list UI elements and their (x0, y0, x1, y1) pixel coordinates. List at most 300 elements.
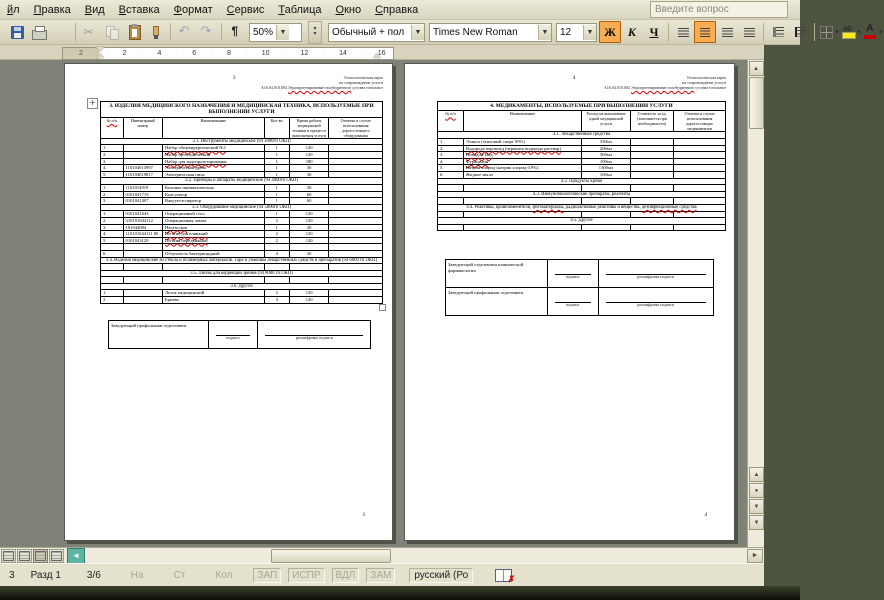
ruler-tick: · (106, 50, 109, 57)
horizontal-scroll-thumb[interactable] (271, 549, 391, 563)
signature-rule (216, 323, 251, 336)
ruler-tick: · (322, 50, 325, 57)
ruler-number: 16 (377, 50, 386, 57)
outline-view-button[interactable] (49, 549, 64, 563)
table-cell: Штатив передвижной (163, 237, 265, 244)
table-cell (329, 277, 383, 284)
table-cell: 30 (289, 165, 328, 172)
signature-line (547, 288, 598, 316)
table-cell (329, 165, 383, 172)
formatting-toolbar (599, 21, 884, 43)
table-cell: 4.3. Иммунобиологические препараты, реагенты (438, 191, 726, 198)
table-cell (630, 198, 673, 205)
header-line: Технологическая карта (686, 75, 726, 80)
select-browse-object-button[interactable]: ● (749, 483, 764, 498)
table-resize-handle[interactable] (379, 304, 386, 311)
table-cell: 1. (101, 211, 124, 218)
table-cell (163, 264, 265, 271)
table-cell: 3. ИЗДЕЛИЯ МЕДИЦИНСКОГО НАЗНАЧЕНИЯ И МЕДИЦИНСКАЯ ТЕХНИКА, ИСПОЛЬЗУЕМЫЕ ПРИ ВЫПОЛНЕНИИ УСЛУГИ (101, 102, 383, 118)
borders-button[interactable] (818, 21, 840, 43)
table-cell (630, 152, 673, 159)
table-cell (630, 171, 673, 178)
menu-item-3[interactable]: Вставка (118, 3, 160, 16)
font-size-value: 12 (560, 26, 572, 38)
status-field-На: На (130, 569, 144, 581)
toolbar-separator (221, 23, 222, 41)
table-cell: 0101041643 (123, 211, 162, 218)
table-row (438, 139, 726, 146)
signature-row (109, 320, 371, 348)
bullets-icon (795, 27, 806, 37)
web-layout-view-button[interactable] (17, 549, 32, 563)
table-cell (123, 264, 162, 271)
table-cell: Вакуум-аспиратор (163, 198, 265, 205)
table-cell (123, 145, 162, 152)
signature-decode-line (258, 320, 371, 348)
table-cell: 3 (264, 297, 289, 304)
signature-caption: подпись (226, 335, 240, 340)
underline-button[interactable] (643, 21, 665, 43)
table-cell: 1 (264, 191, 289, 198)
table-cell (329, 264, 383, 271)
ruler-number: 6 (192, 50, 197, 57)
header-text: Эндопротезирование тазобедренного (287, 85, 352, 90)
signature-caption: расшифровка подписи (295, 335, 333, 340)
table-cell: 1101014919 (123, 184, 162, 191)
align-center-button[interactable] (694, 21, 716, 43)
table-cell: 1 (264, 198, 289, 205)
align-left-button[interactable] (672, 21, 694, 43)
table-cell: 0101041719 (123, 191, 162, 198)
table-row (101, 211, 383, 218)
copy-button[interactable] (101, 21, 123, 43)
table-cell: 20 (289, 250, 328, 257)
table-cell (329, 158, 383, 165)
table-section-row (438, 204, 726, 211)
table-cell (582, 198, 631, 205)
table-cell (329, 224, 383, 231)
table-cell (674, 152, 726, 159)
normal-view-button[interactable] (1, 549, 16, 563)
table-cell: 3. (101, 158, 124, 165)
table-section-row (438, 191, 726, 198)
table-cell (674, 185, 726, 192)
menu-item-1[interactable]: Правка (33, 3, 71, 16)
style-combobox[interactable] (328, 23, 425, 42)
table-cell: 1 (264, 211, 289, 218)
table-section-row (101, 257, 383, 264)
table-section-row (101, 283, 383, 290)
table-cell: 1 (264, 224, 289, 231)
table-empty-row (101, 277, 383, 284)
table-cell (123, 152, 162, 159)
print-layout-icon (35, 551, 46, 561)
table-cell: 1 (264, 165, 289, 172)
table-cell: Облучатель бактерицидный (163, 250, 265, 257)
status-toggle-ЗАМ[interactable]: ЗАМ (366, 568, 395, 583)
table-cell: 101044094 (123, 224, 162, 231)
table-cell: 0101043129 (123, 237, 162, 244)
spelling-status-icon[interactable] (495, 569, 512, 582)
borders-icon (820, 26, 833, 39)
table-section-row (438, 132, 726, 139)
header-text: Эндопротезирование тазобедренного (630, 85, 695, 90)
table-cell: 20 (289, 224, 328, 231)
table-empty-row (101, 264, 383, 271)
paste-icon (129, 25, 141, 40)
status-toggle-ВДЛ[interactable]: ВДЛ (332, 568, 360, 583)
table-cell: 2. (101, 217, 124, 224)
menu-item-8[interactable]: Справка (375, 3, 419, 16)
ruler-tick: · (245, 50, 248, 57)
table-cell: 4. (438, 158, 464, 165)
print-layout-view-button[interactable] (33, 549, 48, 563)
copy-icon (105, 25, 120, 40)
table-cell: 1 (264, 158, 289, 165)
table-cell: № п/п (101, 117, 124, 138)
table-row (101, 152, 383, 159)
scroll-left-button[interactable]: ◄ (67, 548, 85, 564)
table-cell (438, 204, 726, 211)
table-cell: 2. (101, 152, 124, 159)
horizontal-ruler[interactable] (62, 47, 394, 60)
table-cell: 4. (101, 165, 124, 172)
table-cell: 120 (289, 297, 328, 304)
menu-item-6[interactable]: Таблица (278, 3, 322, 16)
table-cell: 2. (438, 145, 464, 152)
table-cell: Операционная лампа (163, 217, 265, 224)
table-cell: Отметка в случае использования дорогостоящего оборудования (329, 117, 383, 138)
zoom-combobox[interactable] (249, 23, 302, 42)
cut-icon (83, 25, 98, 40)
table-cell: 3. (101, 198, 124, 205)
table-section-row (438, 218, 726, 225)
table-cell (438, 185, 464, 192)
signature-rule (265, 323, 363, 336)
scroll-right-button[interactable]: ► (747, 549, 763, 563)
toolbar-separator (170, 23, 171, 41)
status-field-Кол: Кол (215, 569, 233, 581)
ruler-left-margin: 2 (79, 50, 83, 57)
font-size-combobox[interactable] (556, 23, 597, 42)
table-cell: 330мл (582, 139, 631, 146)
header-text-block (437, 75, 726, 90)
table-cell: 4.5. Другое (438, 218, 726, 225)
table-cell: 2 (264, 231, 289, 238)
table-cell: Набор ортопедический (163, 152, 265, 159)
table-row (101, 171, 383, 178)
ruler-tick: · (284, 50, 287, 57)
table-cell: 120 (289, 231, 328, 238)
web-layout-icon (19, 551, 30, 561)
normal-view-icon (3, 551, 14, 561)
table-cell: 30 (289, 184, 328, 191)
table-cell (630, 185, 673, 192)
table-row (438, 152, 726, 159)
pilcrow-icon (229, 25, 244, 40)
page-3[interactable] (64, 63, 393, 541)
bold-icon: Ж (604, 24, 616, 39)
table-cell: Водорода пероксид (перекись водорода раствор) (463, 145, 581, 152)
table-cell (123, 290, 162, 297)
table-cell: Время работы медицинской техники в процессе выполнения услуги (289, 117, 328, 138)
table-section-row (438, 178, 726, 185)
chevron-down-icon: ▼ (583, 25, 596, 40)
signature-line (208, 320, 258, 348)
previous-page-button[interactable]: ▲ (749, 467, 764, 482)
bold-button[interactable] (599, 21, 621, 43)
menu-item-0[interactable]: йл (7, 3, 20, 16)
print-preview-button[interactable] (50, 21, 72, 43)
table-cell: Набор общехирургический №1 (163, 145, 265, 152)
table-cell: 120 (289, 145, 328, 152)
table-cell: Наименование (463, 111, 581, 132)
table-cell: 6. (438, 171, 464, 178)
table-cell: 3.5. Линзы для коррекции зрения (94 8000 гп ОКП) (101, 270, 383, 277)
first-line-indent-marker[interactable] (96, 47, 104, 52)
signature-caption: расшифровка подписи (637, 303, 675, 308)
table-header-row (438, 111, 726, 132)
font-color-button[interactable] (862, 21, 884, 43)
paste-button[interactable] (123, 21, 145, 43)
status-toggle-ЗАП[interactable]: ЗАП (253, 568, 281, 583)
table-cell (630, 139, 673, 146)
chevron-down-icon: ▾ (835, 29, 839, 36)
table-cell: 30 (289, 171, 328, 178)
table-cell (630, 165, 673, 172)
toolbar (0, 20, 883, 45)
highlight-icon (841, 25, 856, 40)
table-move-handle[interactable]: + (87, 98, 98, 109)
ruler-number: 12 (300, 50, 309, 57)
table-cell (329, 217, 383, 224)
table-cell: 2 (264, 217, 289, 224)
table-cell: 1. (438, 139, 464, 146)
table-cell: 3. (101, 224, 124, 231)
menu-item-4[interactable]: Формат (173, 3, 213, 16)
chevron-down-icon: ▾ (857, 29, 861, 36)
table-section-row (101, 270, 383, 277)
table-cell: 1 (264, 145, 289, 152)
table-cell: Инвентарный номер (123, 117, 162, 138)
table-cell (463, 185, 581, 192)
signature-line (547, 260, 598, 288)
numbering-icon (773, 27, 784, 37)
table-cell: Этанол (этиловый спирт 95%) (463, 139, 581, 146)
table-cell (329, 171, 383, 178)
horizontal-scrollbar-row (0, 547, 764, 563)
table-cell: 60 (289, 198, 328, 205)
table-row (101, 250, 383, 257)
chevron-down-icon: ▼ (276, 25, 289, 40)
scroll-up-button[interactable]: ▲ (749, 61, 764, 76)
table-cell (101, 244, 124, 251)
table-row (101, 224, 383, 231)
toolbar-separator (763, 23, 764, 41)
align-right-button[interactable] (716, 21, 738, 43)
table-cell (264, 277, 289, 284)
table-row (438, 171, 726, 178)
table-cell: 2 (264, 237, 289, 244)
underline-icon: Ч (649, 24, 659, 39)
header-text: 4.4. Реактивы, кровезаменители, (466, 204, 533, 210)
menu-items (0, 2, 425, 18)
header-text: , радиоактивные реактивы и вещества, (563, 204, 642, 210)
table-cell: 120 (289, 217, 328, 224)
signature-role-label: Заведующий отделением клинической фармакологии (446, 260, 548, 288)
italic-icon: К (627, 24, 637, 39)
page-3-header (100, 75, 383, 99)
table-cell (163, 277, 265, 284)
style-value: Обычный + пол (332, 26, 405, 38)
table-section-row (101, 138, 383, 145)
ruler-tick: · (210, 50, 213, 57)
undo-button[interactable] (174, 21, 196, 43)
next-page-button[interactable]: ▼ (749, 499, 764, 514)
table-cell: Электрическая дрель (163, 165, 265, 172)
signature-table (445, 259, 714, 316)
table-cell (329, 191, 383, 198)
page-4[interactable] (404, 63, 735, 541)
cut-button[interactable] (79, 21, 101, 43)
document-area (0, 60, 764, 547)
bullets-button[interactable] (789, 21, 811, 43)
background-bottom (0, 586, 800, 600)
table-cell (329, 152, 383, 159)
table-cell: 200мл (582, 145, 631, 152)
status-toggle-ИСПР[interactable]: ИСПР (288, 568, 324, 583)
table-cell: № п/п (438, 111, 464, 132)
highlight-button[interactable] (840, 21, 862, 43)
table-cell: 110101044111 80 (123, 231, 162, 238)
table-cell (329, 244, 383, 251)
table-title-row (101, 102, 383, 118)
header-text: фотоматериалы (532, 204, 564, 210)
table-empty-row (438, 185, 726, 192)
table-cell: 3. (438, 152, 464, 159)
table-row (438, 158, 726, 165)
table-cell: 3.1. Инструменты медицинские (94 3000гп ОКП) (101, 138, 383, 145)
menu-item-7[interactable]: Окно (335, 3, 362, 16)
header-line: на сопровождение услуги (339, 80, 383, 85)
table-section-row (101, 204, 383, 211)
table-cell (329, 290, 383, 297)
table-cell (674, 198, 726, 205)
justify-button[interactable] (738, 21, 760, 43)
table-row (101, 158, 383, 165)
signature-role-label: Заведующий профильным отделением (109, 320, 209, 348)
hanging-indent-marker[interactable] (96, 53, 104, 58)
table-cell: 110104019817 (123, 171, 162, 178)
table-cell (438, 198, 464, 205)
table-cell: 4.1. Лекарственные средства (438, 132, 726, 139)
table-cell: 1. (101, 184, 124, 191)
toolbar-separator (814, 23, 815, 41)
table-cell (463, 198, 581, 205)
table-cell (630, 224, 673, 231)
header-text: дезинфекционные средства (641, 204, 697, 210)
table-row (101, 198, 383, 205)
header-text: сустава тотальное (351, 85, 383, 90)
status-language[interactable]: русский (Ро (409, 568, 473, 583)
table-cell (123, 158, 162, 165)
table-cell (674, 145, 726, 152)
menu-item-5[interactable]: Сервис (226, 3, 265, 16)
table-row (438, 145, 726, 152)
menu-item-2[interactable]: Вид (84, 3, 105, 16)
status-field-Ст: Ст (173, 569, 186, 581)
toolbar-options-button[interactable]: ▾ ▾ (308, 21, 322, 44)
table-empty-row (438, 198, 726, 205)
table-cell: 4. МЕДИКАМЕНТЫ, ИСПОЛЬЗУЕМЫЕ ПРИ ВЫПОЛНЕНИИ УСЛУГИ (438, 102, 726, 111)
numbering-button[interactable] (767, 21, 789, 43)
table-cell (329, 184, 383, 191)
signature-decode-line (598, 288, 713, 316)
vertical-scrollbar[interactable] (747, 60, 764, 547)
print-button[interactable] (28, 21, 50, 43)
redo-button[interactable] (196, 21, 218, 43)
table-cell (289, 244, 328, 251)
save-button[interactable] (6, 21, 28, 43)
vertical-scroll-thumb[interactable] (749, 77, 764, 129)
signature-caption: расшифровка подписи (637, 275, 675, 280)
italic-button[interactable] (621, 21, 643, 43)
header-line: Технологическая карта (343, 75, 383, 80)
header-text: А16.04.010.004 (604, 85, 631, 90)
table-row (101, 165, 383, 172)
status-mode-toggles (246, 570, 395, 581)
scroll-down-button[interactable]: ▼ (749, 515, 764, 530)
table-row (101, 290, 383, 297)
header-line: на сопровождение услуги (682, 80, 726, 85)
status-position: 3/6 (86, 569, 101, 581)
redo-icon (200, 25, 215, 40)
font-combobox[interactable] (429, 23, 552, 42)
pilcrow-button[interactable] (225, 21, 247, 43)
font-value: Times New Roman (433, 26, 518, 38)
table-empty-row (101, 244, 383, 251)
footer-page-number: 3 (362, 513, 365, 518)
ruler-number: 10 (261, 50, 270, 57)
header-text-block (100, 75, 383, 90)
table-cell: 4. (101, 231, 124, 238)
ruler-tick: · (175, 50, 178, 57)
footer-page-number: 4 (704, 513, 707, 518)
ruler-row (0, 45, 764, 60)
status-section: Разд 1 (30, 569, 61, 581)
table-cell: 120 (289, 152, 328, 159)
table-cell (630, 158, 673, 165)
format-painter-button[interactable] (145, 21, 167, 43)
header-text: сустава тотальное (694, 85, 726, 90)
table-row (101, 184, 383, 191)
table-cell: 180 (289, 158, 328, 165)
table-cell (463, 224, 581, 231)
table-cell (163, 244, 265, 251)
table-cell: 3.4. Изделия медицинские из стекла и полимерных материалов. Тара и упаковка лекарственных средств и препаратов (94 6000 гп ОКП) (101, 257, 383, 264)
table-row (101, 231, 383, 238)
signature-row (446, 260, 714, 288)
table-cell (123, 277, 162, 284)
table-cell: 3.3. Оборудование медицинское (94 5000гп ОКП) (101, 204, 383, 211)
table-cell: Повидон-Йод (463, 152, 581, 159)
print-icon (32, 30, 47, 40)
save-icon (11, 26, 24, 39)
ruler-number: 8 (227, 50, 231, 57)
table-cell: 1 (264, 152, 289, 159)
horizontal-scroll-track[interactable] (86, 549, 746, 563)
ask-question-input[interactable]: Введите вопрос (650, 1, 788, 18)
